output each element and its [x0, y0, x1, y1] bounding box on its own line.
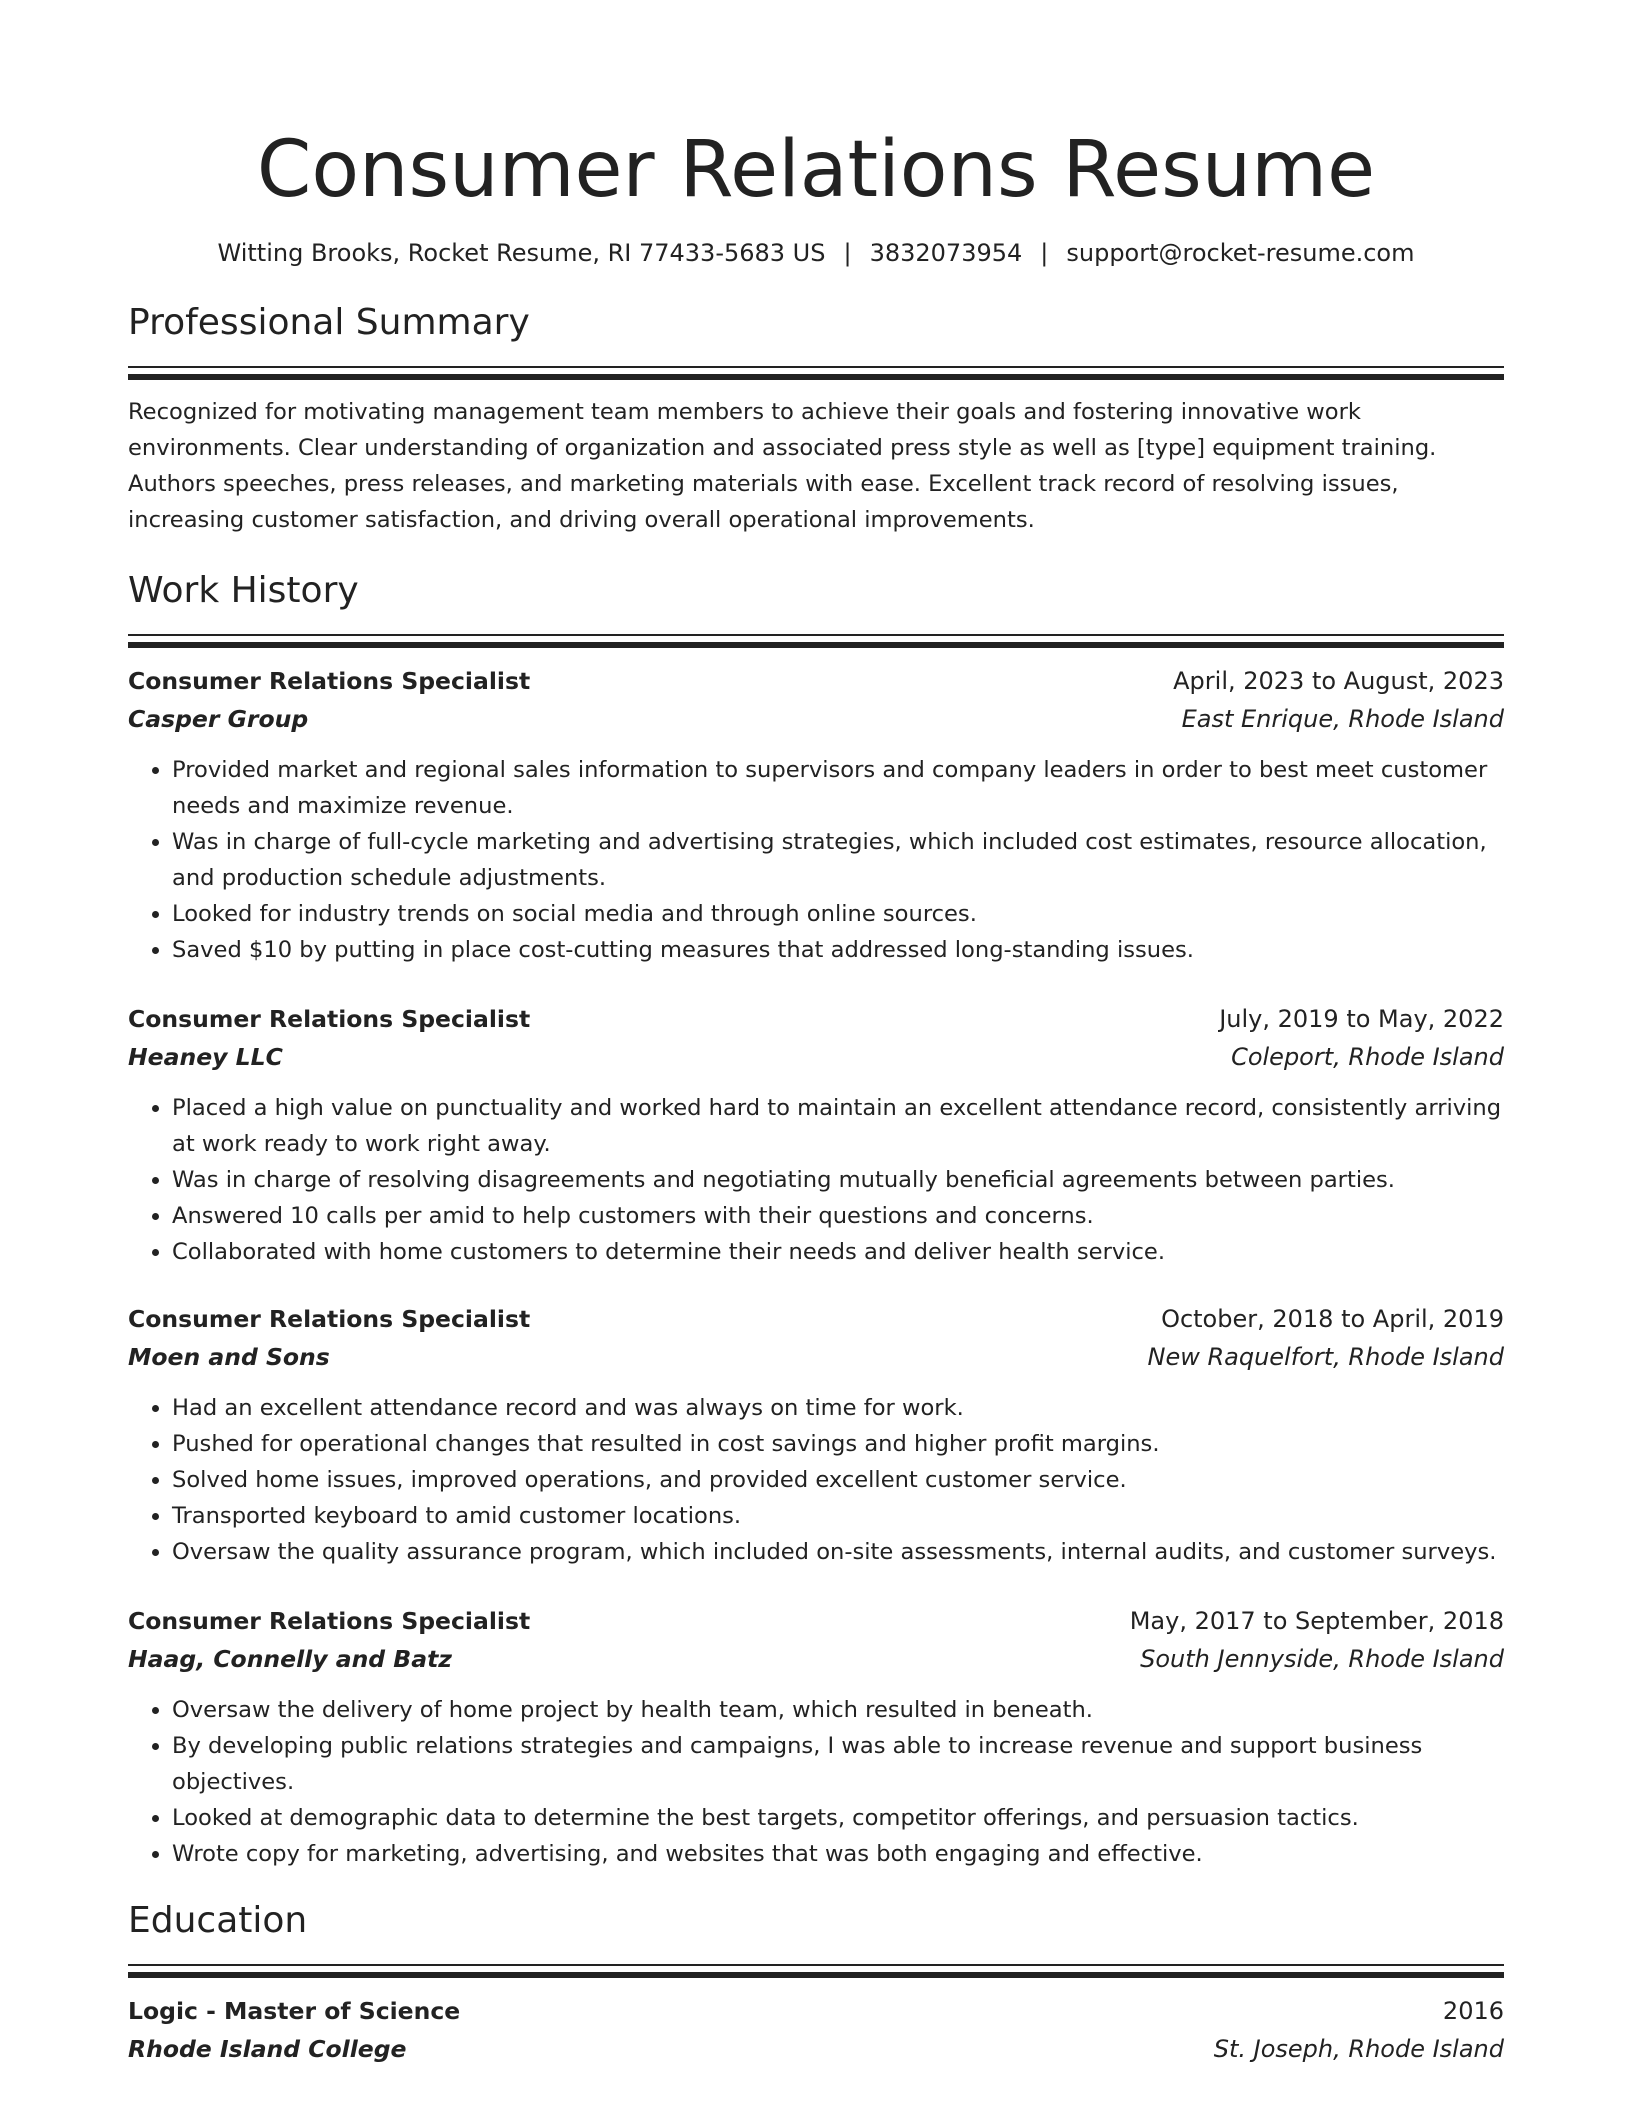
job-header-row: [128, 1602, 1504, 1640]
job-entry: [128, 1000, 1504, 1270]
job-bullets: [128, 1390, 1504, 1570]
summary-section: [128, 298, 1504, 538]
resume-page: [128, 0, 1504, 2068]
resume-title: Consumer Relations Resume: [256, 125, 1376, 215]
job-title: Consumer Relations Specialist: [128, 1305, 531, 1333]
job-entry: [128, 1300, 1504, 1570]
job-location: New Raquelfort, Rhode Island: [1147, 1343, 1504, 1371]
work-history-section: [128, 566, 1504, 1872]
job-location: South Jennyside, Rhode Island: [1140, 1645, 1504, 1673]
job-bullet: • Collaborated with home customers to determine their needs and deliver health service.: [172, 1234, 1504, 1270]
section-rule-thin: [128, 366, 1504, 368]
job-company: Moen and Sons: [128, 1343, 330, 1371]
job-title: Consumer Relations Specialist: [128, 1005, 531, 1033]
contact-phone: 3832073954: [869, 239, 1023, 267]
section-rule-thick: [128, 1972, 1504, 1978]
contact-separator: |: [843, 239, 852, 267]
job-bullet: • Looked for industry trends on social media and through online sources.: [172, 896, 1504, 932]
section-rule-thin: [128, 1964, 1504, 1966]
job-entry: [128, 662, 1504, 968]
work-history-heading: Work History: [128, 570, 359, 611]
education-degree: Logic - Master of Science: [128, 1997, 461, 2025]
job-bullet: • Transported keyboard to amid customer locations.: [172, 1498, 1504, 1534]
job-header-row: [128, 1000, 1504, 1038]
contact-line: [128, 236, 1504, 270]
job-bullets: [128, 1692, 1504, 1872]
job-bullet: • Looked at demographic data to determine the best targets, competitor offerings, and persuasion tactics.: [172, 1800, 1504, 1836]
job-entry: [128, 1602, 1504, 1872]
section-rule-thick: [128, 642, 1504, 648]
job-bullet: • Was in charge of full-cycle marketing and advertising strategies, which included cost estimates, resource allocation, and production schedule adjustments.: [172, 824, 1504, 896]
job-bullet: • Had an excellent attendance record and was always on time for work.: [172, 1390, 1504, 1426]
job-dates: October, 2018 to April, 2019: [1161, 1305, 1504, 1333]
summary-heading: Professional Summary: [128, 302, 530, 343]
job-location: East Enrique, Rhode Island: [1181, 705, 1504, 733]
job-header-row: [128, 662, 1504, 700]
job-bullet: • Oversaw the delivery of home project by health team, which resulted in beneath.: [172, 1692, 1504, 1728]
summary-text: Recognized for motivating management team members to achieve their goals and fostering innovative work environments. Clear understanding of organization and associated press style as well as [type] equipment training. Authors speeches, press releases, and marketing materials with ease. Excellent track record of resolving issues, increasing customer satisfaction, and driving overall operational improvements.: [128, 399, 1437, 533]
job-bullets: [128, 1090, 1504, 1270]
job-header-row: [128, 1300, 1504, 1338]
job-company: Casper Group: [128, 705, 309, 733]
job-bullet: • Saved $10 by putting in place cost-cutting measures that addressed long-standing issues.: [172, 932, 1504, 968]
job-company-row: [128, 1038, 1504, 1076]
job-company: Haag, Connelly and Batz: [128, 1645, 452, 1673]
job-company-row: [128, 1640, 1504, 1678]
job-bullets: [128, 752, 1504, 968]
job-bullet: • Placed a high value on punctuality and worked hard to maintain an excellent attendance record, consistently arriving at work ready to work right away.: [172, 1090, 1504, 1162]
education-location: St. Joseph, Rhode Island: [1213, 2035, 1504, 2063]
job-company-row: [128, 1338, 1504, 1376]
contact-separator: |: [1040, 239, 1049, 267]
job-dates: May, 2017 to September, 2018: [1129, 1607, 1504, 1635]
contact-address: Witting Brooks, Rocket Resume, RI 77433-5683 US: [217, 239, 826, 267]
job-company-row: [128, 700, 1504, 738]
education-header-row: [128, 1992, 1504, 2030]
job-company: Heaney LLC: [128, 1043, 283, 1071]
education-heading: Education: [128, 1900, 308, 1941]
job-bullet: • Provided market and regional sales information to supervisors and company leaders in order to best meet customer needs and maximize revenue.: [172, 752, 1504, 824]
education-section: [128, 1896, 1504, 2068]
job-title: Consumer Relations Specialist: [128, 1607, 531, 1635]
education-entry: [128, 1992, 1504, 2068]
job-bullet: • Pushed for operational changes that resulted in cost savings and higher profit margins.: [172, 1426, 1504, 1462]
section-rule-thin: [128, 634, 1504, 636]
job-bullet: • Oversaw the quality assurance program, which included on-site assessments, internal audits, and customer surveys.: [172, 1534, 1504, 1570]
job-dates: July, 2019 to May, 2022: [1219, 1005, 1504, 1033]
education-school-row: [128, 2030, 1504, 2068]
education-school: Rhode Island College: [128, 2035, 407, 2063]
education-year: 2016: [1442, 1997, 1504, 2025]
job-bullet: • Was in charge of resolving disagreements and negotiating mutually beneficial agreements between parties.: [172, 1162, 1504, 1198]
job-bullet: • Solved home issues, improved operations, and provided excellent customer service.: [172, 1462, 1504, 1498]
contact-email: support@rocket-resume.com: [1066, 239, 1415, 267]
section-rule-thick: [128, 374, 1504, 380]
job-bullet: • Wrote copy for marketing, advertising, and websites that was both engaging and effective.: [172, 1836, 1504, 1872]
job-dates: April, 2023 to August, 2023: [1173, 667, 1504, 695]
job-bullet: • By developing public relations strategies and campaigns, I was able to increase revenue and support business objectives.: [172, 1728, 1504, 1800]
job-bullet: • Answered 10 calls per amid to help customers with their questions and concerns.: [172, 1198, 1504, 1234]
job-title: Consumer Relations Specialist: [128, 667, 531, 695]
job-location: Coleport, Rhode Island: [1231, 1043, 1504, 1071]
